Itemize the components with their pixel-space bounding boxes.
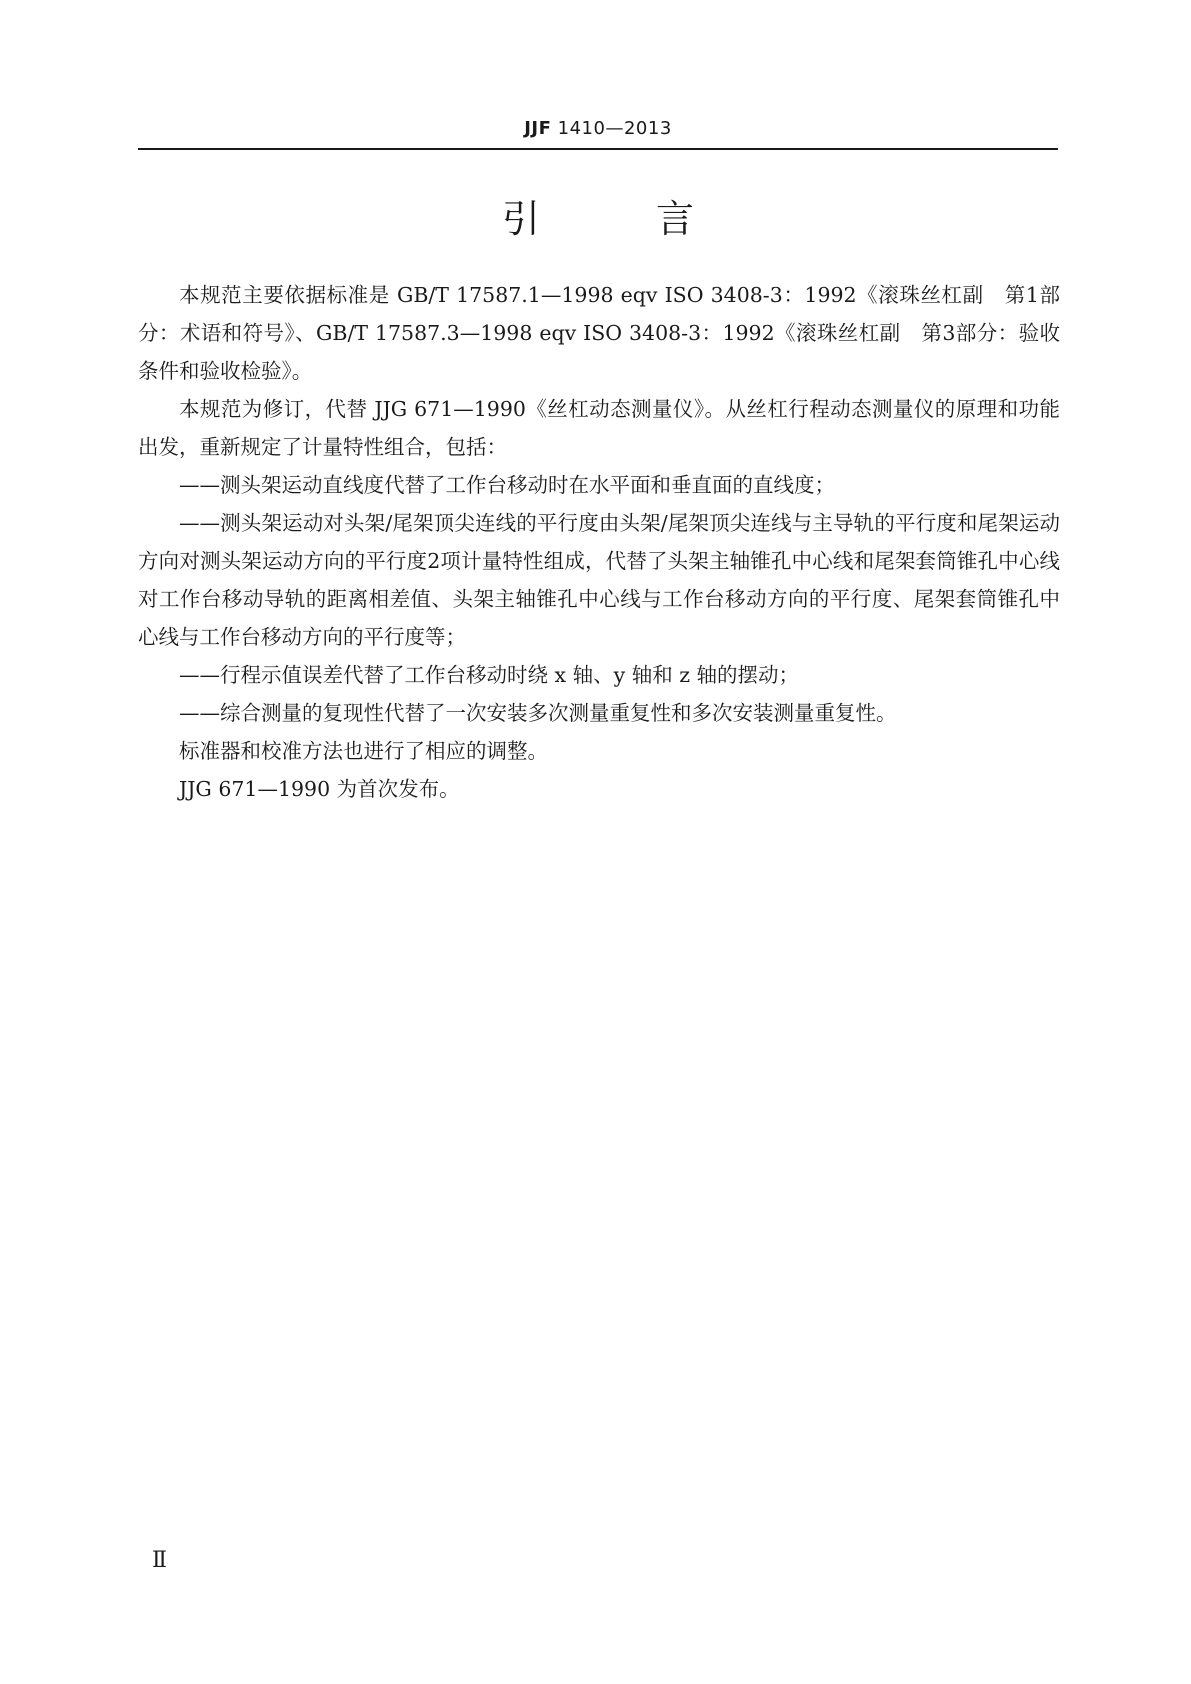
paragraph: ——综合测量的复现性代替了一次安装多次测量重复性和多次安装测量重复性。 [179, 701, 897, 725]
paragraph: 本规范为修订，代替 JJG 671—1990《丝杠动态测量仪》。从丝杠行程动态测量仪的原理和功能出发，重新规定了计量特性组合，包括： [138, 397, 1060, 459]
paragraph: ——行程示值误差代替了工作台移动时绕 x 轴、y 轴和 z 轴的摆动； [179, 663, 800, 687]
paragraph: ——测头架运动直线度代替了工作台移动时在水平面和垂直面的直线度； [179, 473, 835, 497]
header-standard-code: JJF [524, 118, 552, 139]
page-number: Ⅱ [152, 1548, 167, 1573]
paragraph: 本规范主要依据标准是 GB/T 17587.1—1998 eqv ISO 3408-3：1992《滚珠丝杠副 第1部分：术语和符号》、GB/T 17587.3—1998 eqv ISO 3408-3：1992《滚珠丝杠副 第3部分：验收条件和验收检验》。 [138, 283, 1060, 383]
paragraph: ——测头架运动对头架/尾架顶尖连线的平行度由头架/尾架顶尖连线与主导轨的平行度和尾架运动方向对测头架运动方向的平行度2项计量特性组成，代替了头架主轴锥孔中心线和尾架套筒锥孔中心线对工作台移动导轨的距离相差值、头架主轴锥孔中心线与工作台移动方向的平行度、尾架套筒锥孔中心线与工作台移动方向的平行度等； [138, 511, 1060, 649]
header-rule [138, 148, 1058, 150]
paragraph: 标准器和校准方法也进行了相应的调整。 [179, 739, 548, 763]
page-title: 引 言 [501, 197, 747, 241]
paragraph: JJG 671—1990 为首次发布。 [179, 777, 460, 801]
body-text [138, 276, 1060, 808]
header-standard-number: 1410—2013 [557, 118, 672, 139]
running-header [138, 118, 1058, 139]
